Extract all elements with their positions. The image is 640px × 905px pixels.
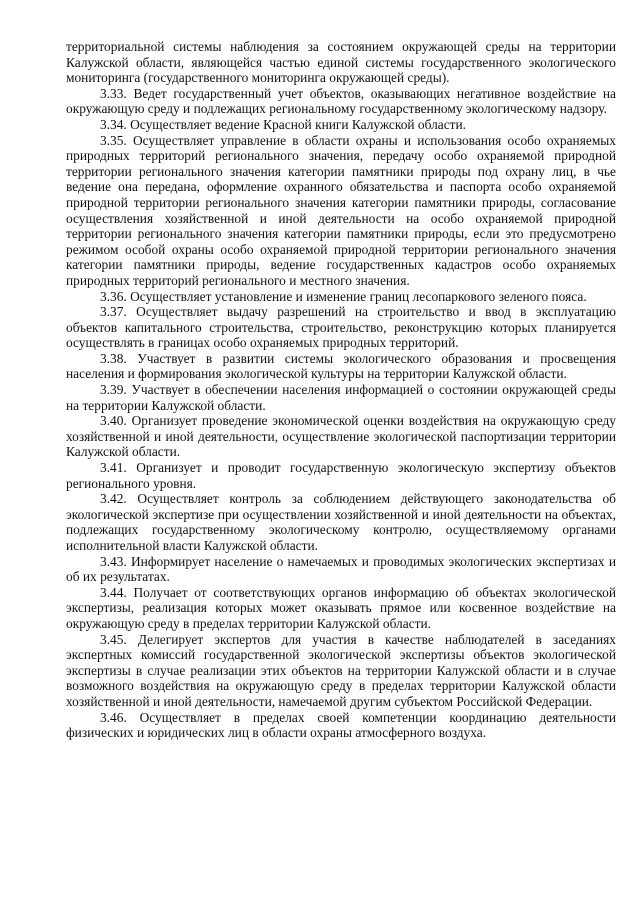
item-text: Осуществляет в пределах своей компетенции координацию деятельности физических и юридических лиц в области охраны атмосферного воздуха. — [66, 709, 616, 741]
item-text: Осуществляет выдачу разрешений на строительство и ввод в эксплуатацию объектов капитального строительства, строительство, реконструкцию которых планируется осуществлять в границах особо охраняемых природных территорий. — [66, 304, 616, 351]
paragraph-3-46 — [66, 710, 616, 741]
paragraph-3-41 — [66, 460, 616, 491]
item-number: 3.42. — [100, 491, 127, 507]
item-text: Участвует в развитии системы экологического образования и просвещения населения и формирования экологической культуры на территории Калужской области. — [66, 350, 616, 382]
paragraph-3-33 — [66, 86, 616, 117]
item-number: 3.44. — [100, 584, 127, 600]
item-text: Осуществляет контроль за соблюдением действующего законодательства об экологической экспертизе при осуществлении хозяйственной и иной деятельности на объектах, подлежащих государственному экологическому контролю, осуществляемому органами исполнительной власти Калужской области. — [66, 491, 616, 553]
paragraph-3-35 — [66, 133, 616, 289]
paragraph-3-45 — [66, 632, 616, 710]
item-number: 3.39. — [100, 382, 127, 398]
item-number: 3.43. — [100, 553, 127, 569]
item-text: Осуществляет управление в области охраны и использования особо охраняемых природных территорий регионального значения, передачу особо охраняемой природной территории регионального значения категории памятники природы под охрану лиц, в чье ведение она передана, оформление охранного обязательства и паспорта особо охраняемой природной территории регионального значения категории памятники природы, согласование осуществления хозяйственной и иной деятельности на особо охраняемой природной территории регионального значения категории памятники природы, если это предусмотрено режимом особой охраны особо охраняемой природной территории регионального значения категории памятники природы, ведение государственных кадастров особо охраняемых природных территорий регионального и местного значения. — [66, 132, 616, 288]
item-number: 3.46. — [100, 709, 127, 725]
item-text: Осуществляет ведение Красной книги Калужской области. — [130, 116, 467, 132]
item-number: 3.36. — [100, 288, 127, 304]
item-text: Участвует в обеспечении населения информацией о состоянии окружающей среды на территории Калужской области. — [66, 382, 616, 413]
item-text: Организует проведение экономической оценки воздействия на окружающую среду хозяйственной и иной деятельности, осуществление экологической паспортизации территории Калужской области. — [66, 413, 616, 460]
item-number: 3.37. — [100, 304, 127, 320]
lead-paragraph: территориальной системы наблюдения за состоянием окружающей среды на территории Калужской области, являющейся частью единой системы государственного экологического мониторинга (государственного мониторинга окружающей среды). — [66, 39, 616, 86]
item-text: Осуществляет установление и изменение границ лесопаркового зеленого пояса. — [130, 288, 587, 304]
item-number: 3.40. — [100, 413, 127, 429]
paragraph-3-38 — [66, 351, 616, 382]
paragraph-3-43 — [66, 554, 616, 585]
item-text: Делегирует экспертов для участия в качестве наблюдателей в заседаниях экспертных комиссий государственной экологической экспертизы объектов экологической экспертизы в случае реализации этих объектов на территории Калужской области и в случае возможного воздействия на окружающую среду в пределах территории Калужской области хозяйственной и иной деятельности, намечаемой другим субъектом Российской Федерации. — [66, 631, 616, 709]
item-number: 3.38. — [100, 350, 127, 366]
item-text: Организует и проводит государственную экологическую экспертизу объектов регионального уровня. — [66, 460, 616, 491]
paragraph-3-39 — [66, 382, 616, 413]
item-text: Информирует население о намечаемых и проводимых экологических экспертизах и об их результатах. — [66, 553, 616, 585]
paragraph-3-44 — [66, 585, 616, 632]
item-number: 3.41. — [100, 460, 127, 476]
document-page — [66, 39, 616, 741]
paragraph-3-34 — [66, 117, 616, 133]
item-number: 3.35. — [100, 132, 127, 148]
paragraph-3-40 — [66, 413, 616, 460]
item-number: 3.34. — [100, 116, 127, 132]
item-number: 3.45. — [100, 631, 127, 647]
item-text: Ведет государственный учет объектов, оказывающих негативное воздействие на окружающую среду и подлежащих региональному государственному экологическому надзору. — [66, 85, 616, 117]
item-text: Получает от соответствующих органов информацию об объектах экологической экспертизы, реализация которых может оказывать прямое или косвенное воздействие на окружающую среду в пределах территории Калужской области. — [66, 584, 616, 631]
paragraph-3-37 — [66, 304, 616, 351]
paragraph-3-36 — [66, 289, 616, 305]
paragraph-3-42 — [66, 491, 616, 553]
item-number: 3.33. — [100, 85, 127, 101]
